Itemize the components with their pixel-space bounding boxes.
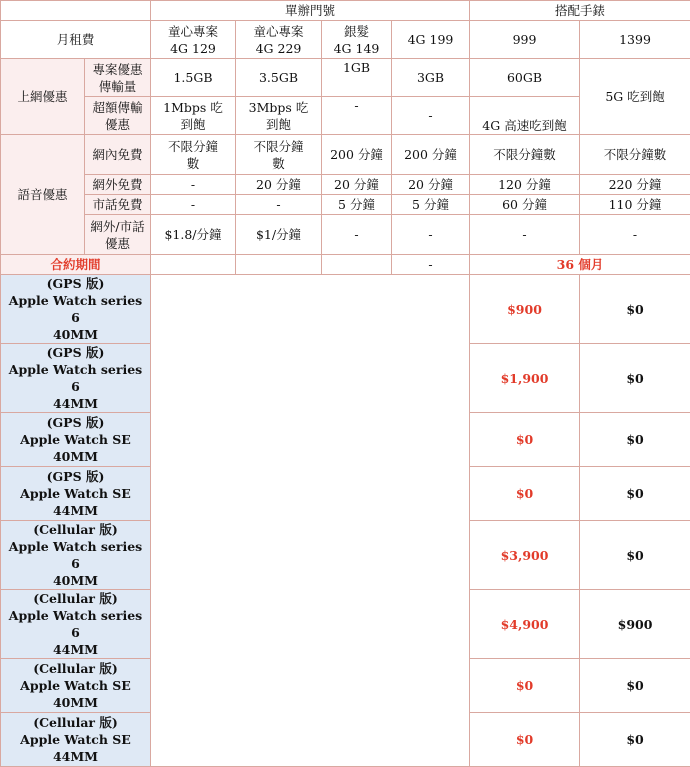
voice-onnet-cell: 200 分鐘 <box>392 135 470 175</box>
watch-price-999: $3,900 <box>470 521 580 590</box>
watch-price-1399: $0 <box>580 467 690 521</box>
plan-4g-199: 4G 199 <box>392 21 470 59</box>
plan-senior-149: 銀髮 4G 149 <box>322 21 392 59</box>
contract-cell <box>322 255 392 275</box>
contract-cell <box>151 255 236 275</box>
voice-offnet-cell: 20 分鐘 <box>392 175 470 195</box>
voice-rate-cell: $1.8/分鐘 <box>151 215 236 255</box>
watch-model-label: (GPS 版) Apple Watch series 6 44MM <box>1 344 151 413</box>
contract-label: 合約期間 <box>1 255 151 275</box>
contract-cell: - <box>392 255 470 275</box>
voice-onnet-label: 網內免費 <box>85 135 151 175</box>
watch-model-label: (Cellular 版) Apple Watch SE 40MM <box>1 659 151 713</box>
blank-area <box>151 275 470 767</box>
data-quota-cell: 3.5GB <box>236 59 322 97</box>
monthly-fee-row <box>1 21 690 59</box>
data-unlimited-5g: 5G 吃到飽 <box>580 59 690 135</box>
watch-price-999: $4,900 <box>470 590 580 659</box>
watch-price-999: $0 <box>470 467 580 521</box>
watch-model-label: (GPS 版) Apple Watch SE 44MM <box>1 467 151 521</box>
watch-price-1399: $0 <box>580 521 690 590</box>
watch-row <box>1 275 690 344</box>
watch-price-999: $0 <box>470 713 580 767</box>
corner-cell <box>1 1 151 21</box>
voice-landline-row <box>1 195 690 215</box>
voice-landline-cell: - <box>236 195 322 215</box>
watch-model-label: (Cellular 版) Apple Watch SE 44MM <box>1 713 151 767</box>
voice-offnet-cell: 20 分鐘 <box>236 175 322 195</box>
voice-offnet-cell: - <box>151 175 236 195</box>
voice-offnet-row <box>1 175 690 195</box>
single-line-header: 單辦門號 <box>151 1 470 21</box>
data-overage-cell: 4G 高速吃到飽 <box>470 97 580 135</box>
voice-rate-cell: - <box>580 215 690 255</box>
watch-price-999: $900 <box>470 275 580 344</box>
header-group-row <box>1 1 690 21</box>
voice-landline-label: 市話免費 <box>85 195 151 215</box>
plan-kids-129: 童心專案 4G 129 <box>151 21 236 59</box>
watch-price-1399: $0 <box>580 275 690 344</box>
contract-cell <box>236 255 322 275</box>
voice-landline-cell: 60 分鐘 <box>470 195 580 215</box>
watch-combo-header: 搭配手錶 <box>470 1 690 21</box>
watch-price-1399: $0 <box>580 713 690 767</box>
plan-1399: 1399 <box>580 21 690 59</box>
voice-landline-cell: 110 分鐘 <box>580 195 690 215</box>
data-quota-row <box>1 59 690 97</box>
data-overage-cell: 3Mbps 吃 到飽 <box>236 97 322 135</box>
data-quota-label: 專案優惠 傳輸量 <box>85 59 151 97</box>
contract-row <box>1 255 690 275</box>
monthly-fee-label: 月租費 <box>1 21 151 59</box>
voice-rate-cell: - <box>392 215 470 255</box>
voice-landline-cell: - <box>151 195 236 215</box>
voice-rate-cell: - <box>470 215 580 255</box>
data-overage-cell: - <box>322 97 392 135</box>
watch-price-1399: $0 <box>580 413 690 467</box>
data-overage-cell: - <box>392 97 470 135</box>
voice-rate-cell: - <box>322 215 392 255</box>
watch-price-1399: $0 <box>580 344 690 413</box>
voice-section-label: 語音優惠 <box>1 135 85 255</box>
plan-999: 999 <box>470 21 580 59</box>
watch-model-label: (GPS 版) Apple Watch SE 40MM <box>1 413 151 467</box>
watch-price-999: $0 <box>470 413 580 467</box>
voice-landline-cell: 5 分鐘 <box>392 195 470 215</box>
voice-onnet-cell: 不限分鐘 數 <box>151 135 236 175</box>
watch-price-999: $0 <box>470 659 580 713</box>
voice-onnet-cell: 不限分鐘數 <box>580 135 690 175</box>
data-section-label: 上網優惠 <box>1 59 85 135</box>
voice-onnet-row <box>1 135 690 175</box>
watch-model-label: (GPS 版) Apple Watch series 6 40MM <box>1 275 151 344</box>
voice-onnet-cell: 200 分鐘 <box>322 135 392 175</box>
data-overage-cell: 1Mbps 吃 到飽 <box>151 97 236 135</box>
voice-rate-cell: $1/分鐘 <box>236 215 322 255</box>
watch-price-999: $1,900 <box>470 344 580 413</box>
data-quota-cell: 60GB <box>470 59 580 97</box>
voice-offnet-label: 網外免費 <box>85 175 151 195</box>
data-quota-cell: 3GB <box>392 59 470 97</box>
voice-onnet-cell: 不限分鐘數 <box>470 135 580 175</box>
contract-36-months: 36 個月 <box>470 255 690 275</box>
data-quota-cell: 1GB <box>322 59 392 97</box>
watch-price-1399: $0 <box>580 659 690 713</box>
voice-landline-cell: 5 分鐘 <box>322 195 392 215</box>
voice-offnet-cell: 120 分鐘 <box>470 175 580 195</box>
voice-onnet-cell: 不限分鐘 數 <box>236 135 322 175</box>
plan-kids-229: 童心專案 4G 229 <box>236 21 322 59</box>
voice-offnet-cell: 20 分鐘 <box>322 175 392 195</box>
voice-rate-row <box>1 215 690 255</box>
watch-model-label: (Cellular 版) Apple Watch series 6 44MM <box>1 590 151 659</box>
data-quota-cell: 1.5GB <box>151 59 236 97</box>
watch-price-1399: $900 <box>580 590 690 659</box>
data-overage-label: 超額傳輸 優惠 <box>85 97 151 135</box>
voice-rate-label: 網外/市話 優惠 <box>85 215 151 255</box>
voice-offnet-cell: 220 分鐘 <box>580 175 690 195</box>
watch-model-label: (Cellular 版) Apple Watch series 6 40MM <box>1 521 151 590</box>
